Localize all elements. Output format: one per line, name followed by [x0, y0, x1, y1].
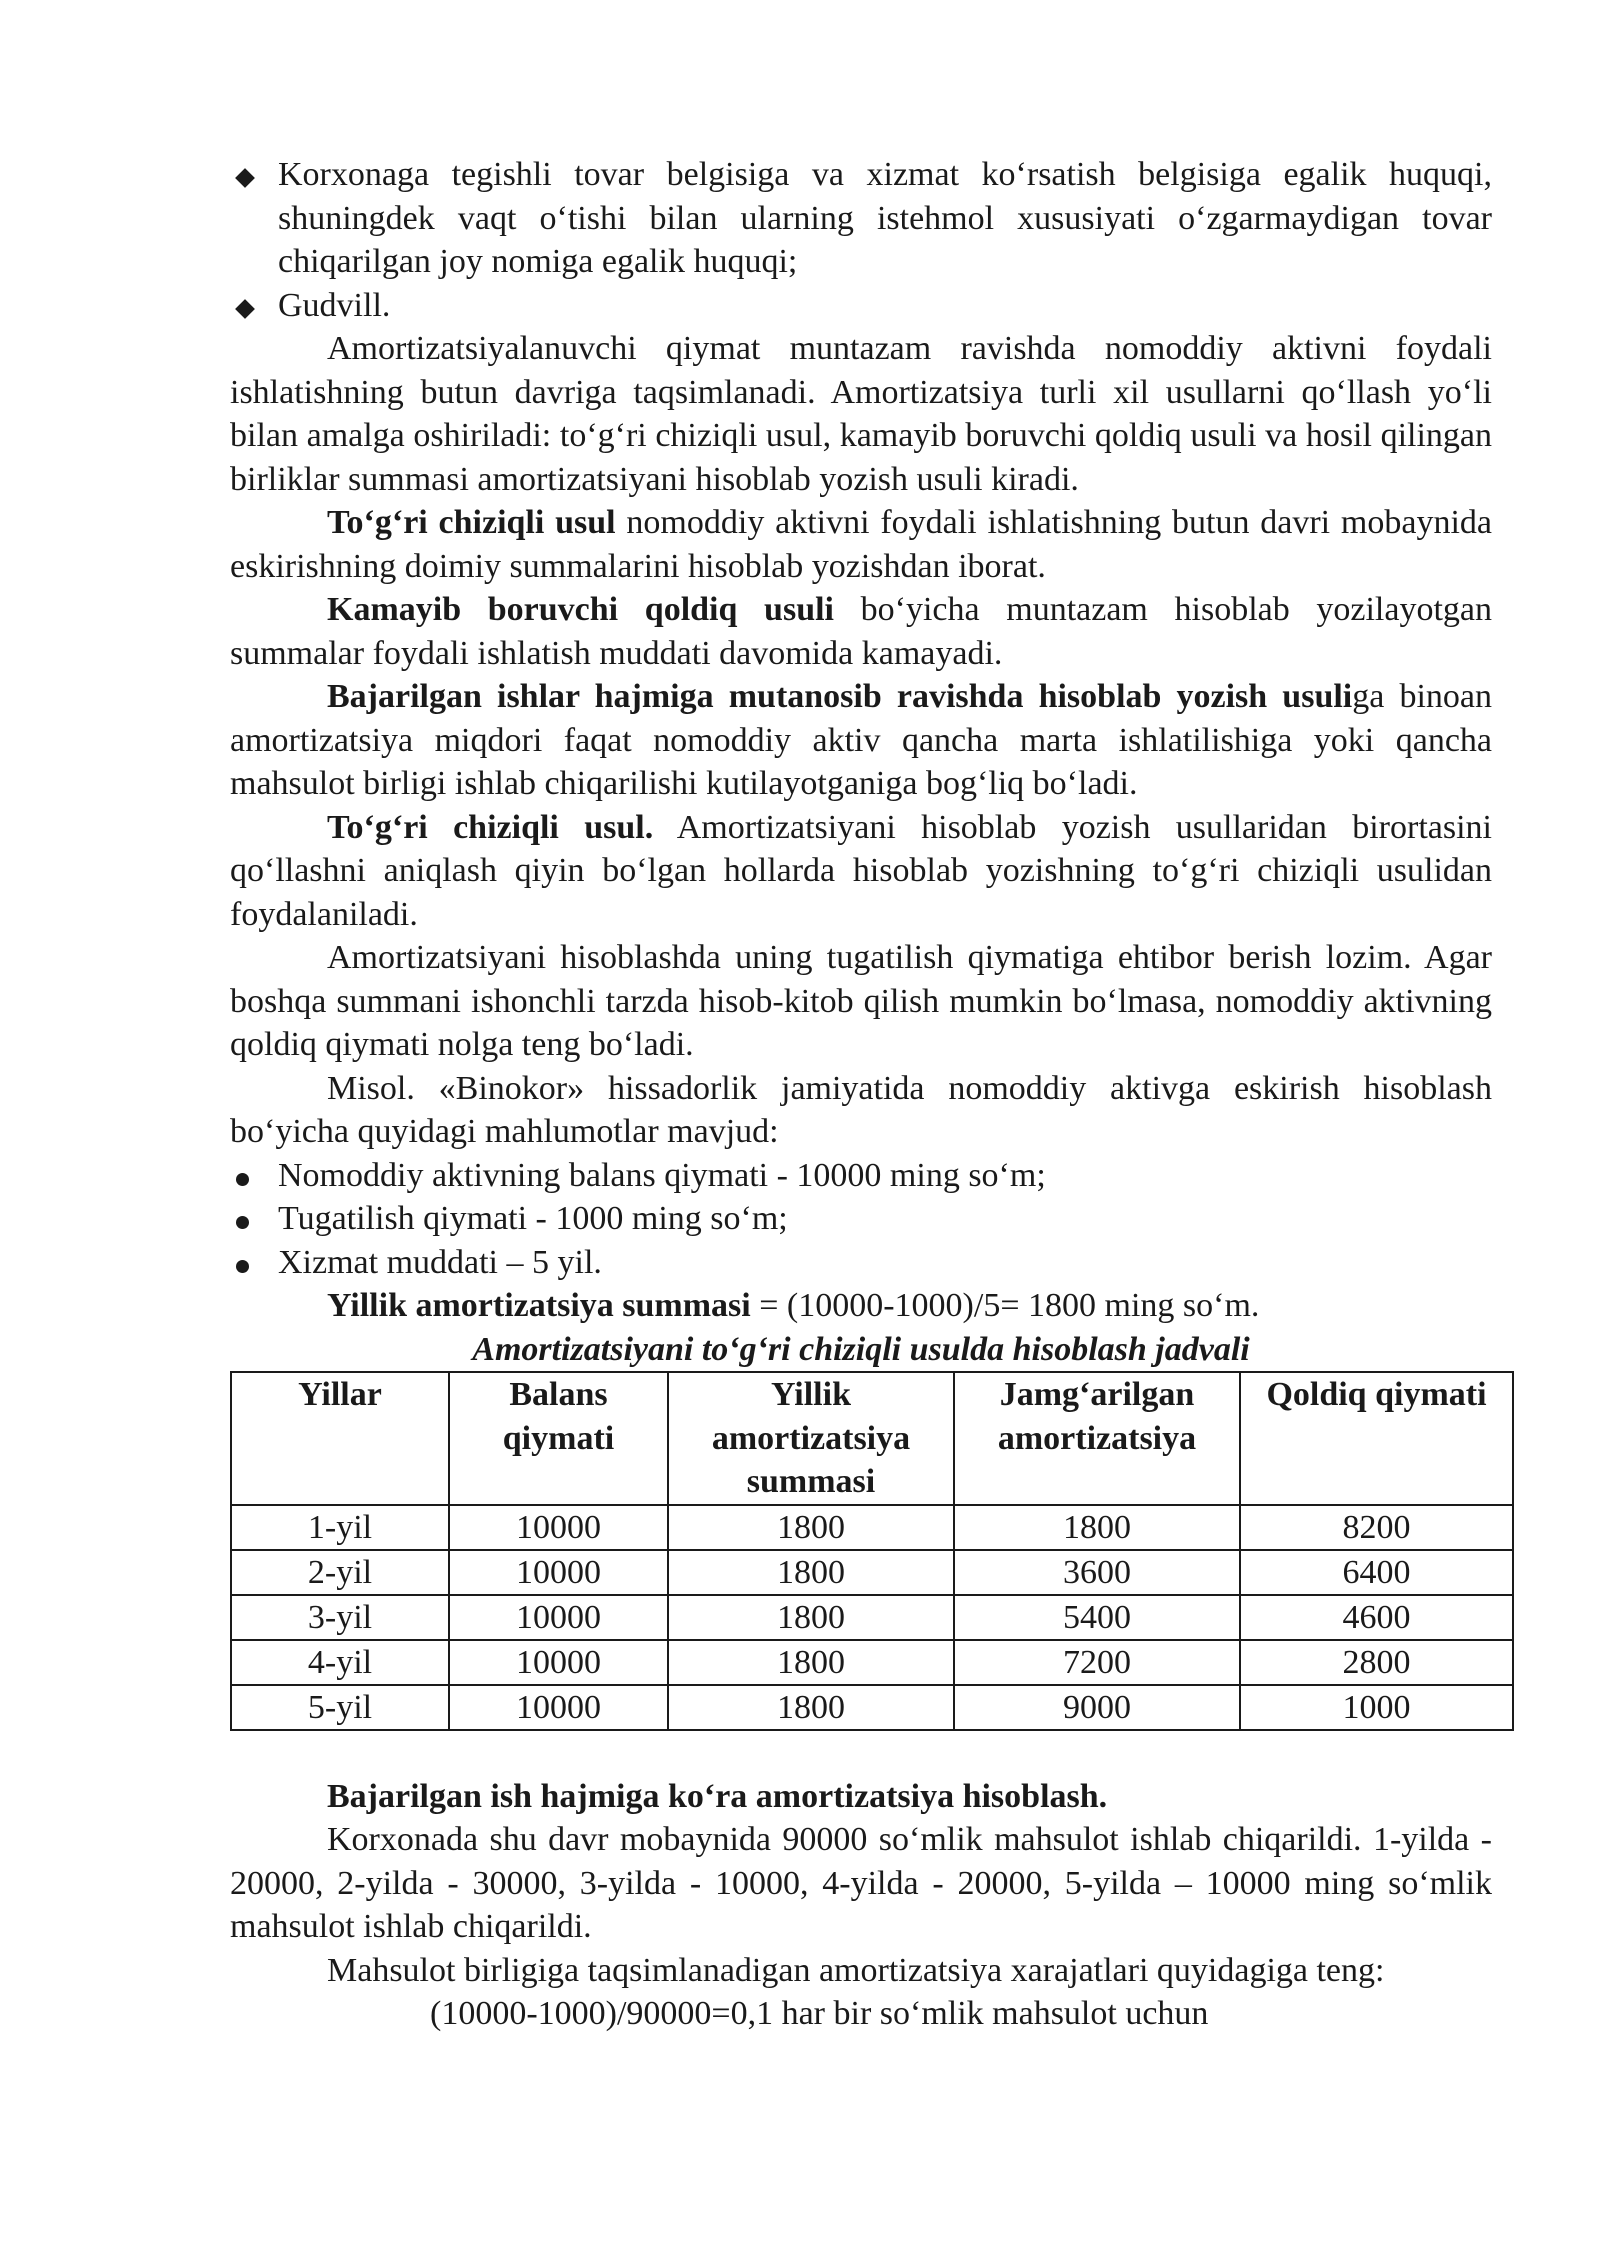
- paragraph-example: Misol. «Binokor» hissadorlik jamiyatida nomoddiy aktivga eskirish hisoblash bo‘yicha quyidagi mahlumotlar mavjud:: [230, 1069, 1492, 1150]
- table-cell: 8200: [1240, 1505, 1513, 1550]
- table-cell: 1800: [668, 1595, 954, 1640]
- paragraph-unit-cost: Mahsulot birligiga taqsimlanadigan amortizatsiya xarajatlari quyidagiga teng:: [327, 1951, 1385, 1989]
- paragraph-straight-line-usage: To‘g‘ri chiziqli usul. Amortizatsiyani hisoblab yozish usullaridan birortasini qo‘llashni aniqlash qiyin bo‘lgan hollarda hisoblab yozishning to‘g‘ri chiziqli usulidan foydalaniladi.: [230, 808, 1492, 933]
- paragraph-declining-balance: Kamayib boruvchi qoldiq usuli bo‘yicha muntazam hisoblab yozilayotgan summalar foydali ishlatish muddati davomida kamayadi.: [230, 591, 1492, 672]
- table-row: [231, 1550, 1513, 1595]
- table-cell: 3-yil: [231, 1595, 449, 1640]
- dot-bullet-icon: [230, 1154, 270, 1198]
- paragraph-units-method: Bajarilgan ishlar hajmiga mutanosib ravishda hisoblab yozish usuliga binoan amortizatsiya miqdori faqat nomoddiy aktiv qancha marta ishlatilishiga yoki qancha mahsulot birligi ishlab chiqarilishi kutilayotganiga bog‘liq bo‘ladi.: [230, 678, 1492, 802]
- table-cell: 6400: [1240, 1550, 1513, 1595]
- list-item: Gudvill.: [230, 284, 1492, 328]
- list-item: Xizmat muddati – 5 yil.: [230, 1241, 1492, 1285]
- column-header: Balans qiymati: [449, 1372, 668, 1505]
- table-cell: 1800: [668, 1505, 954, 1550]
- column-header: Yillik amortizatsiya summasi: [668, 1372, 954, 1505]
- paragraph-straight-line: To‘g‘ri chiziqli usul nomoddiy aktivni foydali ishlatishning butun davri mobaynida eskirishning doimiy summalarini hisoblab yozishdan iborat.: [230, 504, 1492, 585]
- document-page: [230, 153, 1492, 2036]
- column-header: Jamg‘arilgan amortizatsiya: [954, 1372, 1240, 1505]
- list-item: Nomoddiy aktivning balans qiymati - 10000 ming so‘m;: [230, 1154, 1492, 1198]
- column-header: Yillar: [231, 1372, 449, 1505]
- table-cell: 2800: [1240, 1640, 1513, 1685]
- list-item: Tugatilish qiymati - 1000 ming so‘m;: [230, 1197, 1492, 1241]
- table-cell: 7200: [954, 1640, 1240, 1685]
- list-item: Korxonaga tegishli tovar belgisiga va xizmat ko‘rsatish belgisiga egalik huquqi, shuningdek vaqt o‘tishi bilan ularning istehmol xususiyati o‘zgarmaydigan tovar chiqarilgan joy nomiga egalik huquqi;: [230, 153, 1492, 284]
- paragraph-residual-value: Amortizatsiyani hisoblashda uning tugatilish qiymatiga ehtibor berish lozim. Agar boshqa summani ishonchli tarzda hisob-kitob qilish mumkin bo‘lmasa, nomoddiy aktivning qoldiq qiymati nolga teng bo‘ladi.: [230, 939, 1492, 1063]
- table-cell: 2-yil: [231, 1550, 449, 1595]
- diamond-bullet-icon: [230, 153, 270, 197]
- spacer: [230, 1731, 1492, 1775]
- formula-line: (10000-1000)/90000=0,1 har bir so‘mlik mahsulot uchun: [430, 1995, 1209, 2032]
- table-row: [231, 1685, 1513, 1730]
- table-row: [231, 1595, 1513, 1640]
- table-cell: 1800: [668, 1550, 954, 1595]
- table-cell: 10000: [449, 1595, 668, 1640]
- table-cell: 3600: [954, 1550, 1240, 1595]
- table-caption: Amortizatsiyani to‘g‘ri chiziqli usulda hisoblash jadvali: [472, 1330, 1250, 1368]
- table-cell: 10000: [449, 1550, 668, 1595]
- table-cell: 10000: [449, 1505, 668, 1550]
- table-cell: 5400: [954, 1595, 1240, 1640]
- amortization-table: [230, 1371, 1514, 1731]
- dot-bullet-icon: [230, 1241, 270, 1285]
- paragraph-production: Korxonada shu davr mobaynida 90000 so‘mlik mahsulot ishlab chiqarildi. 1-yilda - 20000, 2-yilda - 30000, 3-yilda - 10000, 4-yilda - 20000, 5-yilda – 10000 ming so‘mlik mahsulot ishlab chiqarildi.: [230, 1821, 1492, 1945]
- table-cell: 9000: [954, 1685, 1240, 1730]
- dot-bullet-icon: [230, 1197, 270, 1241]
- table-cell: 4600: [1240, 1595, 1513, 1640]
- table-row: [231, 1505, 1513, 1550]
- table-cell: 1800: [668, 1640, 954, 1685]
- table-cell: 5-yil: [231, 1685, 449, 1730]
- table-cell: 1-yil: [231, 1505, 449, 1550]
- table-cell: 10000: [449, 1685, 668, 1730]
- table-cell: 4-yil: [231, 1640, 449, 1685]
- diamond-bullet-icon: [230, 284, 270, 328]
- table-cell: 1800: [668, 1685, 954, 1730]
- table-header-row: [231, 1372, 1513, 1505]
- table-cell: 1800: [954, 1505, 1240, 1550]
- table-cell: 1000: [1240, 1685, 1513, 1730]
- annual-amortization: Yillik amortizatsiya summasi = (10000-1000)/5= 1800 ming so‘m.: [327, 1287, 1260, 1324]
- paragraph-amortization: Amortizatsiyalanuvchi qiymat muntazam ravishda nomoddiy aktivni foydali ishlatishning butun davriga taqsimlanadi. Amortizatsiya turli xil usullarni qo‘llash yo‘li bilan amalga oshiriladi: to‘g‘ri chiziqli usul, kamayib boruvchi qoldiq usuli va hosil qilingan birliklar summasi amortizatsiyani hisoblab yozish usuli kiradi.: [230, 330, 1492, 498]
- column-header: Qoldiq qiymati: [1240, 1372, 1513, 1505]
- table-row: [231, 1640, 1513, 1685]
- section-heading: Bajarilgan ish hajmiga ko‘ra amortizatsiya hisoblash.: [327, 1777, 1108, 1815]
- table-cell: 10000: [449, 1640, 668, 1685]
